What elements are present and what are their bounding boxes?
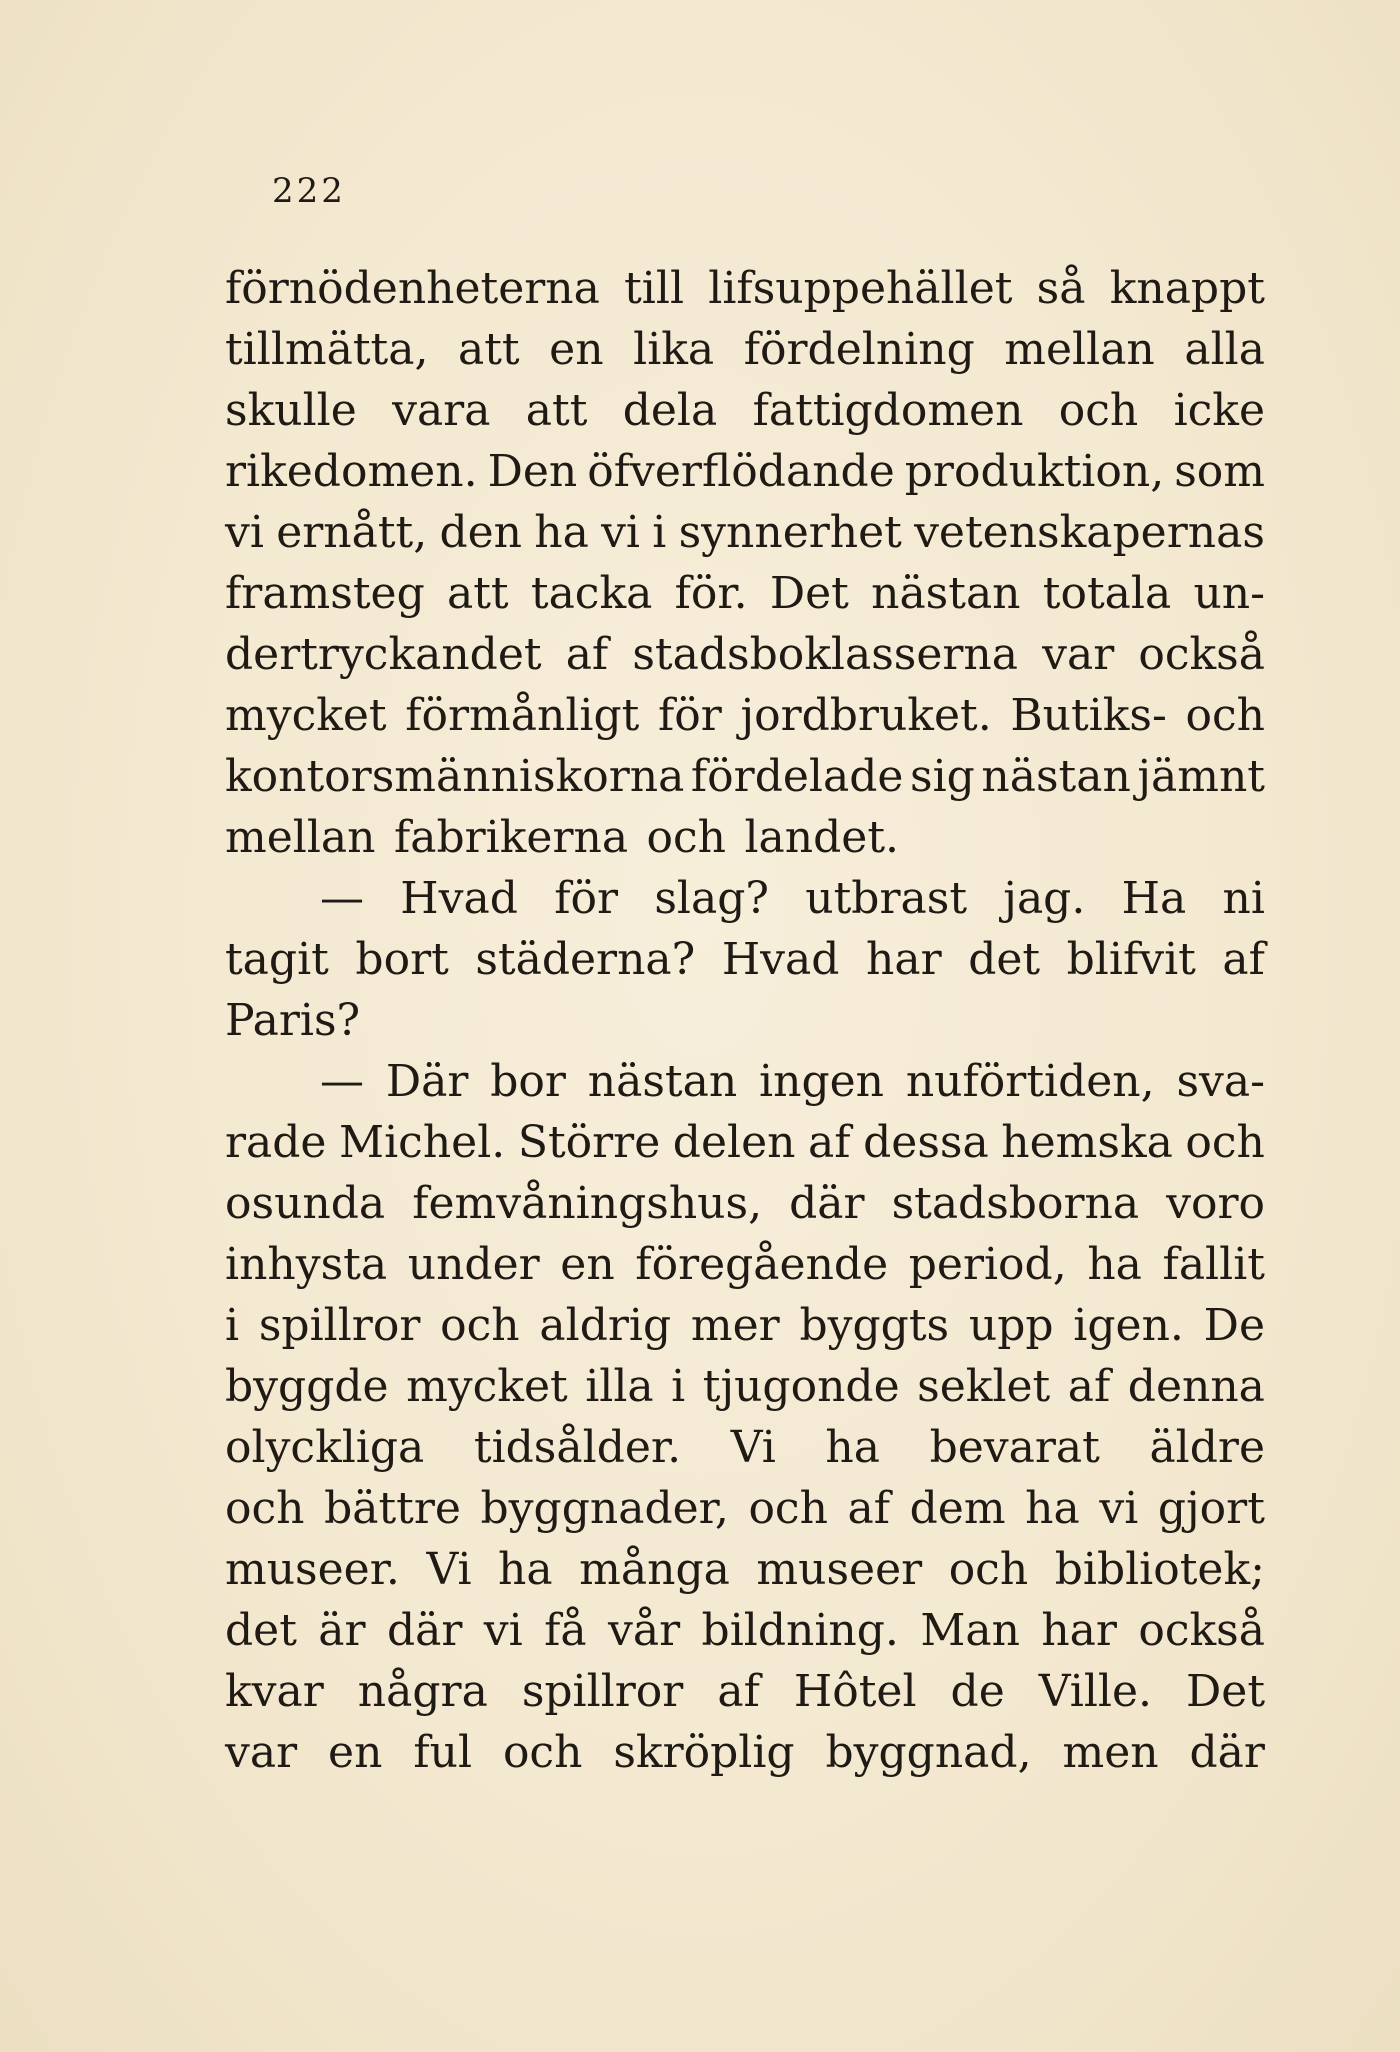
- text-line: [225, 258, 1265, 319]
- word: delen: [672, 1117, 796, 1168]
- word: äldre: [1149, 1422, 1265, 1473]
- word: där: [386, 1605, 463, 1656]
- word: skulle: [225, 385, 357, 436]
- word: få: [544, 1605, 587, 1656]
- word: vetenskapernas: [914, 507, 1265, 558]
- word: där: [789, 1178, 865, 1229]
- word: stadsborna: [891, 1178, 1140, 1229]
- text-line: [225, 1600, 1265, 1661]
- word: som: [1174, 446, 1265, 497]
- word: Det: [1186, 1666, 1265, 1717]
- word: De: [1203, 1300, 1265, 1351]
- word: hemska: [1001, 1117, 1173, 1168]
- text-line: [225, 502, 1265, 563]
- text-line: [225, 441, 1265, 502]
- word: Vi: [426, 1544, 472, 1595]
- text-line: [225, 1356, 1265, 1417]
- word: un-: [1193, 568, 1265, 619]
- word: Ville.: [1038, 1666, 1152, 1717]
- word: Man: [920, 1605, 1020, 1656]
- word: tacka: [530, 568, 653, 619]
- word: vi: [483, 1605, 523, 1656]
- word: seklet: [917, 1361, 1051, 1412]
- word: Den: [487, 446, 578, 497]
- word: för: [554, 873, 619, 924]
- word: blifvit: [1066, 934, 1196, 985]
- text-line: [225, 807, 1265, 868]
- word: mellan: [225, 812, 376, 863]
- text-line: [225, 1173, 1265, 1234]
- word: totala: [1042, 568, 1172, 619]
- word: nästan: [871, 568, 1021, 619]
- word: några: [357, 1666, 488, 1717]
- word: byggde: [225, 1361, 389, 1412]
- text-line: [225, 746, 1265, 807]
- word: också: [1138, 1605, 1265, 1656]
- word: att: [458, 324, 520, 375]
- word: också: [1138, 629, 1265, 680]
- word: upp: [968, 1300, 1054, 1351]
- word: illa: [585, 1361, 654, 1412]
- word: dessa: [863, 1117, 989, 1168]
- word: det: [225, 1605, 297, 1656]
- word: fallit: [1162, 1239, 1265, 1290]
- word: vi: [1099, 1483, 1139, 1534]
- word: ha: [825, 1422, 880, 1473]
- word: —: [320, 1056, 364, 1107]
- word: det: [968, 934, 1041, 985]
- word: jämnt: [1137, 751, 1265, 802]
- word: icke: [1173, 385, 1265, 436]
- text-line: [225, 1722, 1265, 1783]
- word: igen.: [1073, 1300, 1184, 1351]
- word: dem: [909, 1483, 1006, 1534]
- word: och: [1058, 385, 1139, 436]
- word: en: [328, 1727, 383, 1778]
- word: tillmätta,: [225, 324, 429, 375]
- word: Hvad: [721, 934, 840, 985]
- word: utbrast: [805, 873, 967, 924]
- word: Paris?: [225, 995, 361, 1046]
- text-line: [225, 990, 1265, 1051]
- word: af: [717, 1666, 760, 1717]
- word: ernått,: [276, 507, 428, 558]
- text-line: [225, 380, 1265, 441]
- word: att: [447, 568, 509, 619]
- text-line: [225, 1417, 1265, 1478]
- word: sig: [909, 751, 975, 802]
- word: af: [565, 629, 609, 680]
- text-line: [225, 1051, 1265, 1112]
- word: spillror: [258, 1300, 421, 1351]
- text-line: [225, 1112, 1265, 1173]
- word: bättre: [324, 1483, 461, 1534]
- text-line: [225, 1478, 1265, 1539]
- word: men: [1062, 1727, 1159, 1778]
- word: var: [1042, 629, 1115, 680]
- word: fördelade: [690, 751, 904, 802]
- word: af: [847, 1483, 891, 1534]
- word: fördelning: [743, 324, 975, 375]
- text-line: [225, 868, 1265, 929]
- word: Butiks-: [1010, 690, 1167, 741]
- word: Hôtel: [793, 1666, 917, 1717]
- word: aldrig: [539, 1300, 672, 1351]
- word: Större: [517, 1117, 661, 1168]
- word: osunda: [225, 1178, 386, 1229]
- word: museer: [756, 1544, 923, 1595]
- text-line: [225, 1234, 1265, 1295]
- word: ha: [1025, 1483, 1080, 1534]
- word: museer.: [225, 1544, 400, 1595]
- word: och: [1185, 690, 1265, 741]
- word: kontorsmänniskorna: [225, 751, 685, 802]
- word: skröplig: [613, 1727, 795, 1778]
- word: mycket: [406, 1361, 568, 1412]
- word: femvåningshus,: [412, 1178, 763, 1229]
- text-line: [225, 685, 1265, 746]
- word: gjort: [1157, 1483, 1265, 1534]
- word: mellan: [1004, 324, 1155, 375]
- word: förnödenheterna: [225, 263, 600, 314]
- word: bort: [355, 934, 449, 985]
- word: sva-: [1176, 1056, 1265, 1107]
- word: många: [579, 1544, 730, 1595]
- word: en: [560, 1239, 615, 1290]
- word: och: [1185, 1117, 1265, 1168]
- word: under: [407, 1239, 540, 1290]
- word: fattigdomen: [752, 385, 1024, 436]
- word: landet.: [744, 812, 899, 863]
- word: af: [808, 1117, 851, 1168]
- word: voro: [1166, 1178, 1265, 1229]
- word: nästan: [587, 1056, 738, 1107]
- word: och: [502, 1727, 583, 1778]
- text-line: [225, 929, 1265, 990]
- word: och: [440, 1300, 520, 1351]
- word: period,: [908, 1239, 1067, 1290]
- word: byggnader,: [480, 1483, 729, 1534]
- word: framsteg: [225, 568, 425, 619]
- word: och: [748, 1483, 828, 1534]
- word: Det: [769, 568, 849, 619]
- word: spillror: [521, 1666, 684, 1717]
- word: tidsålder.: [473, 1422, 682, 1473]
- word: vara: [392, 385, 491, 436]
- word: bibliotek;: [1054, 1544, 1265, 1595]
- word: slag?: [654, 873, 769, 924]
- word: rikedomen.: [225, 446, 478, 497]
- word: jordbruket.: [740, 690, 992, 741]
- word: stadsboklasserna: [632, 629, 1018, 680]
- word: ni: [1222, 873, 1265, 924]
- word: alla: [1184, 324, 1265, 375]
- word: bevarat: [929, 1422, 1100, 1473]
- word: i: [225, 1300, 240, 1351]
- word: har: [866, 934, 942, 985]
- word: Hvad: [400, 873, 518, 924]
- word: inhysta: [225, 1239, 388, 1290]
- word: i: [671, 1361, 686, 1412]
- word: jag.: [1003, 873, 1086, 924]
- word: af: [1222, 934, 1265, 985]
- word: bildning.: [701, 1605, 899, 1656]
- word: ha: [1087, 1239, 1142, 1290]
- word: olyckliga: [225, 1422, 425, 1473]
- word: att: [525, 385, 588, 436]
- word: till: [624, 263, 685, 314]
- text-line: [225, 624, 1265, 685]
- word: var: [225, 1727, 298, 1778]
- word: är: [318, 1605, 366, 1656]
- word: rade: [225, 1117, 327, 1168]
- word: mer: [690, 1300, 780, 1351]
- word: en: [549, 324, 604, 375]
- text-line: [225, 1295, 1265, 1356]
- word: Där: [385, 1056, 469, 1107]
- word: knappt: [1109, 263, 1265, 314]
- text-line: [225, 319, 1265, 380]
- word: och: [225, 1483, 305, 1534]
- word: Vi: [730, 1422, 776, 1473]
- word: de: [950, 1666, 1005, 1717]
- word: och: [948, 1544, 1029, 1595]
- word: föregående: [635, 1239, 889, 1290]
- word: ingen: [759, 1056, 884, 1107]
- word: städerna?: [475, 934, 696, 985]
- word: och: [646, 812, 726, 863]
- word: ful: [413, 1727, 473, 1778]
- text-line: [225, 563, 1265, 624]
- word: öfverflödande: [587, 446, 895, 497]
- text-line: [225, 1661, 1265, 1722]
- word: mycket: [225, 690, 387, 741]
- word: nästan: [981, 751, 1131, 802]
- word: Michel.: [339, 1117, 506, 1168]
- word: vi: [601, 507, 640, 558]
- word: kvar: [225, 1666, 324, 1717]
- word: lika: [633, 324, 715, 375]
- word: synnerhet: [678, 507, 902, 558]
- body-text: [225, 258, 1265, 1783]
- word: byggnad,: [825, 1727, 1032, 1778]
- word: förmånligt: [405, 690, 640, 741]
- word: denna: [1127, 1361, 1265, 1412]
- word: produktion,: [904, 446, 1165, 497]
- word: af: [1067, 1361, 1111, 1412]
- word: lifsuppehället: [708, 263, 1013, 314]
- word: dertryckandet: [225, 629, 542, 680]
- word: tjugonde: [702, 1361, 900, 1412]
- word: vi: [225, 507, 264, 558]
- word: tagit: [225, 934, 329, 985]
- word: —: [320, 873, 364, 924]
- word: dela: [622, 385, 718, 436]
- word: så: [1036, 263, 1086, 314]
- word: ha: [498, 1544, 553, 1595]
- word: har: [1041, 1605, 1117, 1656]
- word: nuförtiden,: [905, 1056, 1155, 1107]
- word: vår: [608, 1605, 681, 1656]
- word: Ha: [1121, 873, 1187, 924]
- word: i: [652, 507, 667, 558]
- word: fabrikerna: [393, 812, 629, 863]
- word: den: [439, 507, 522, 558]
- text-line: [225, 1539, 1265, 1600]
- page-number: 222: [272, 171, 346, 211]
- word: bor: [490, 1056, 566, 1107]
- word: där: [1189, 1727, 1265, 1778]
- word: för: [657, 690, 722, 741]
- word: ha: [534, 507, 589, 558]
- word: byggts: [799, 1300, 950, 1351]
- word: för.: [674, 568, 748, 619]
